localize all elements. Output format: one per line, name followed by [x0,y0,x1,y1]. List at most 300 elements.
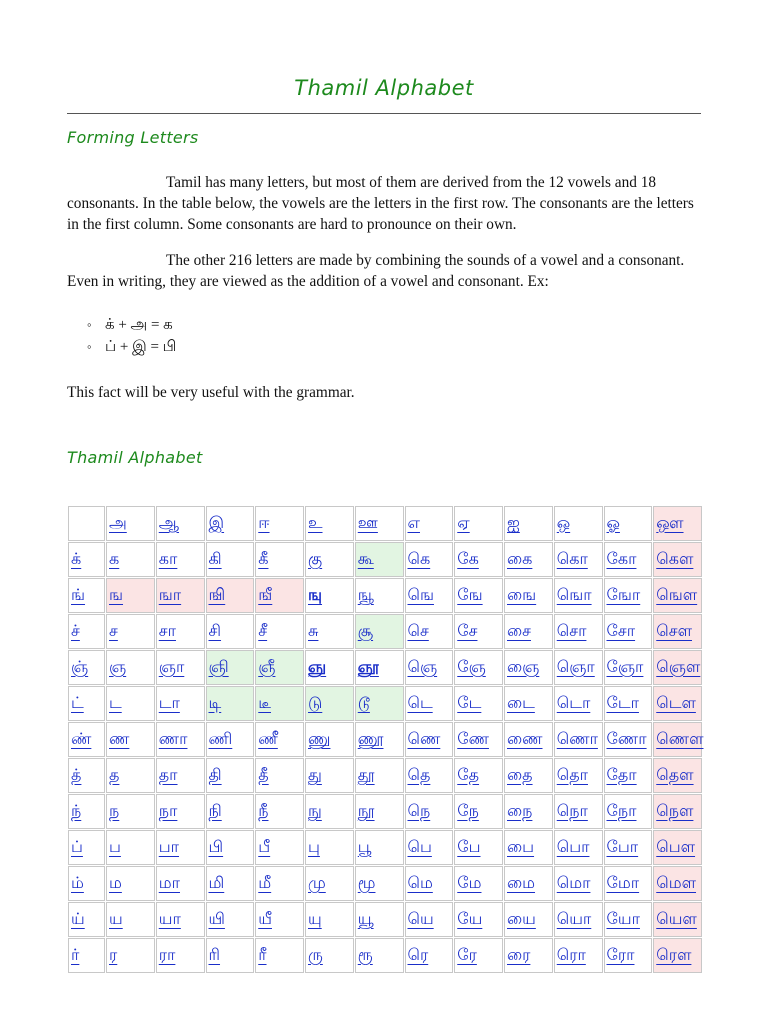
letter-link[interactable]: தௌ [656,765,694,784]
letter-link[interactable]: சோ [606,621,636,640]
alphabet-table-container [67,505,704,964]
letter-link[interactable]: ரு [308,945,323,964]
letter-link[interactable]: ஞே [457,657,486,676]
letter-link[interactable]: மை [507,873,536,892]
letter-link[interactable]: இ [208,513,225,532]
letter-cell [106,758,155,793]
letter-link[interactable]: ர் [71,945,80,964]
letter-link[interactable]: யே [457,909,483,928]
letter-link[interactable]: சே [457,621,478,640]
letter-link[interactable]: ஐ [507,513,520,532]
letter-cell [68,722,105,757]
letter-cell [554,830,603,865]
letter-link[interactable]: தா [158,765,178,784]
letter-cell [554,722,603,757]
letter-link[interactable]: மு [308,873,326,892]
letter-link[interactable]: யு [308,909,322,928]
letter-link[interactable]: மொ [556,873,591,892]
letter-link[interactable]: ரீ [258,945,267,964]
letter-cell [68,650,105,685]
letter-link[interactable]: பெ [407,837,432,856]
letter-link[interactable]: ஙை [507,585,537,604]
letter-link[interactable]: ணௌ [656,729,704,748]
letter-link[interactable]: ரா [158,945,176,964]
letter-link[interactable]: தி [208,765,222,784]
letter-link[interactable]: ச [109,621,118,640]
letter-link[interactable]: ரொ [556,945,586,964]
letter-cell [454,542,503,577]
vowel-header-cell [653,506,702,541]
letter-cell [355,578,404,613]
letter-link[interactable]: ணோ [606,729,647,748]
letter-cell [255,938,304,973]
letter-link[interactable]: மா [158,873,180,892]
letter-cell [156,830,205,865]
letter-link[interactable]: டெ [407,693,433,712]
consonant-row [68,614,702,649]
letter-link[interactable]: ப் [71,837,83,856]
letter-link[interactable]: நூ [357,801,375,820]
letter-cell [554,794,603,829]
letter-cell [156,902,205,937]
letter-link[interactable]: கி [208,549,222,568]
letter-cell [504,758,553,793]
letter-link[interactable]: சி [208,621,222,640]
letter-cell [604,686,653,721]
letter-link[interactable]: நொ [556,801,588,820]
letter-link[interactable]: யா [158,909,181,928]
letter-cell [305,542,354,577]
letter-cell [653,758,702,793]
letter-link[interactable]: நே [457,801,479,820]
consonant-row [68,902,702,937]
vowel-header-cell [604,506,653,541]
letter-cell [355,758,404,793]
alphabet-table [67,505,703,974]
vowel-header-row [68,506,702,541]
letter-link[interactable]: ணா [158,729,188,748]
letter-link[interactable]: சீ [258,621,268,640]
letter-link[interactable]: டொ [556,693,591,712]
letter-link[interactable]: ம் [71,873,84,892]
letter-link[interactable]: ணே [457,729,489,748]
letter-link[interactable]: ஞ [109,657,127,676]
letter-link[interactable]: டு [308,693,323,712]
letter-cell [405,614,454,649]
letter-cell [355,794,404,829]
vowel-header-cell [206,506,255,541]
letter-cell [504,830,553,865]
letter-link[interactable]: க [109,549,120,568]
section-title-alphabet: Thamil Alphabet [67,448,203,467]
letter-cell [653,614,702,649]
letter-link[interactable]: ணீ [258,729,278,748]
letter-cell [355,614,404,649]
letter-link[interactable]: பூ [357,837,372,856]
letter-link[interactable]: உ [308,513,323,532]
letter-link[interactable]: மெ [407,873,433,892]
letter-cell [405,902,454,937]
combining-paragraph: The other 216 letters are made by combining the sounds of a vowel and a consonant. Even in writing, they are viewed as the addition of a vowel and consonant. Ex: [67,252,685,290]
letter-cell [255,866,304,901]
letter-cell [206,830,255,865]
letter-link[interactable]: ஞெ [407,657,438,676]
letter-cell [106,542,155,577]
letter-cell [68,578,105,613]
letter-link[interactable]: பே [457,837,481,856]
letter-cell [604,902,653,937]
letter-link[interactable]: நி [208,801,222,820]
letter-cell [454,722,503,757]
letter-link[interactable]: ஏ [457,513,470,532]
letter-cell [405,830,454,865]
letter-cell [106,686,155,721]
letter-link[interactable]: ணெ [407,729,441,748]
letter-cell [604,758,653,793]
letter-link[interactable]: ரூ [357,945,373,964]
letter-cell [454,650,503,685]
letter-cell [206,866,255,901]
letter-link[interactable]: டீ [258,693,271,712]
letter-cell [355,866,404,901]
letter-cell [604,614,653,649]
letter-link[interactable]: நு [308,801,322,820]
letter-cell [206,902,255,937]
letter-link[interactable]: ச் [71,621,80,640]
letter-link[interactable]: மூ [357,873,376,892]
consonant-row [68,794,702,829]
letter-link[interactable]: ட் [71,693,84,712]
letter-link[interactable]: ய [109,909,123,928]
letter-link[interactable]: போ [606,837,639,856]
letter-cell [653,794,702,829]
letter-link[interactable]: பொ [556,837,590,856]
letter-link[interactable]: ஞு [308,657,327,676]
letter-cell [454,902,503,937]
vowel-header-cell [156,506,205,541]
letter-link[interactable]: ய் [71,909,85,928]
letter-link[interactable]: ரே [457,945,477,964]
letter-link[interactable]: ஞூ [357,657,379,676]
letter-cell [454,686,503,721]
letter-cell [68,542,105,577]
letter-link[interactable]: ஈ [258,513,270,532]
letter-link[interactable]: ணு [308,729,331,748]
letter-link[interactable]: யீ [258,909,272,928]
letter-link[interactable]: ஙெ [407,585,434,604]
letter-cell [454,794,503,829]
letter-link[interactable]: ஊ [357,513,378,532]
letter-link[interactable]: ந [109,801,120,820]
letter-link[interactable]: சா [158,621,176,640]
letter-cell [106,614,155,649]
letter-cell [604,578,653,613]
letter-link[interactable]: மீ [258,873,272,892]
letter-link[interactable]: யூ [357,909,374,928]
letter-link[interactable]: யெ [407,909,434,928]
letter-link[interactable]: ண் [71,729,92,748]
letter-link[interactable]: ஞோ [606,657,644,676]
letter-link[interactable]: ஙே [457,585,483,604]
letter-cell [355,650,404,685]
letter-link[interactable]: தோ [606,765,637,784]
letter-cell [68,614,105,649]
letter-link[interactable]: சொ [556,621,587,640]
letter-link[interactable]: நை [507,801,533,820]
letter-link[interactable]: டே [457,693,482,712]
letter-cell [405,758,454,793]
letter-link[interactable]: தீ [258,765,269,784]
letter-cell [604,794,653,829]
letter-link[interactable]: ரோ [606,945,635,964]
letter-link[interactable]: ஙௌ [656,585,698,604]
section-title-forming-letters: Forming Letters [67,128,199,147]
letter-cell [504,722,553,757]
letter-cell [255,722,304,757]
letter-link[interactable]: யொ [556,909,592,928]
letter-link[interactable]: ஙு [308,585,323,604]
letter-cell [106,938,155,973]
letter-cell [504,686,553,721]
letter-cell [454,758,503,793]
letter-cell [156,614,205,649]
letter-link[interactable]: டி [208,693,222,712]
example-item: ◦ ப் + இ = பி [87,336,176,358]
letter-cell [206,578,255,613]
letter-link[interactable]: கே [457,549,479,568]
letter-cell [355,938,404,973]
letter-link[interactable]: நெ [407,801,431,820]
letter-link[interactable]: பௌ [656,837,696,856]
letter-link[interactable]: சு [308,621,319,640]
letter-cell [355,902,404,937]
letter-link[interactable]: பு [308,837,320,856]
letter-link[interactable]: மௌ [656,873,697,892]
letter-cell [504,614,553,649]
letter-link[interactable]: ந் [71,801,82,820]
letter-cell [305,794,354,829]
letter-cell [355,830,404,865]
letter-link[interactable]: ஙோ [606,585,641,604]
letter-link[interactable]: சௌ [656,621,692,640]
letter-link[interactable]: யை [507,909,536,928]
letter-link[interactable]: யௌ [656,909,697,928]
letter-cell [604,830,653,865]
letter-cell [405,938,454,973]
letter-cell [405,650,454,685]
letter-cell [255,650,304,685]
letter-link[interactable]: ஞை [507,657,540,676]
letter-link[interactable]: நௌ [656,801,694,820]
letter-cell [305,650,354,685]
letter-cell [156,758,205,793]
letter-link[interactable]: ஞௌ [656,657,701,676]
letter-cell [504,938,553,973]
letter-link[interactable]: தெ [407,765,431,784]
letter-link[interactable]: ஆ [158,513,179,532]
letter-link[interactable]: யோ [606,909,640,928]
letter-link[interactable]: ங [109,585,124,604]
letter-link[interactable]: எ [407,513,420,532]
letter-link[interactable]: ரௌ [656,945,692,964]
letter-link[interactable]: அ [109,513,127,532]
consonant-row [68,578,702,613]
letter-link[interactable]: பீ [258,837,271,856]
consonant-row [68,542,702,577]
letter-link[interactable]: ணொ [556,729,598,748]
letter-link[interactable]: டை [507,693,535,712]
letter-cell [305,902,354,937]
letter-link[interactable]: து [308,765,322,784]
title-divider [67,113,701,114]
letter-cell [68,938,105,973]
letter-link[interactable]: தே [457,765,480,784]
letter-cell [206,758,255,793]
letter-cell [255,578,304,613]
letter-cell [255,686,304,721]
letter-cell [355,722,404,757]
letter-cell [653,578,702,613]
letter-cell [355,686,404,721]
letter-link[interactable]: ரெ [407,945,429,964]
letter-link[interactable]: யி [208,909,225,928]
letter-cell [653,650,702,685]
letter-link[interactable]: ட [109,693,122,712]
consonant-row [68,758,702,793]
letter-link[interactable]: நோ [606,801,637,820]
letter-cell [504,902,553,937]
intro-paragraph: Tamil has many letters, but most of them are derived from the 12 vowels and 18 consonants. In the table below, the vowels are the letters in the first row. The consonants are the letters in the first column. Some consonants are hard to pronounce on their own. [67,174,694,233]
letter-cell [405,722,454,757]
letter-link[interactable]: த [109,765,120,784]
letter-cell [255,830,304,865]
letter-cell [405,542,454,577]
letter-link[interactable]: ஙூ [357,585,374,604]
letter-cell [305,938,354,973]
letter-cell [504,542,553,577]
letter-cell [305,686,354,721]
letter-link[interactable]: ஙொ [556,585,592,604]
letter-link[interactable]: டா [158,693,180,712]
letter-link[interactable]: ணூ [357,729,384,748]
letter-cell [255,542,304,577]
letter-link[interactable]: ண [109,729,130,748]
letter-link[interactable]: கோ [606,549,637,568]
letter-cell [504,650,553,685]
letter-link[interactable]: ஙா [158,585,182,604]
letter-link[interactable]: ர [109,945,118,964]
letter-link[interactable]: நா [158,801,178,820]
letter-link[interactable]: டூ [357,693,370,712]
letter-cell [653,542,702,577]
letter-link[interactable]: பா [158,837,180,856]
letter-link[interactable]: ரை [507,945,531,964]
letter-link[interactable]: ப [109,837,121,856]
vowel-header-cell [504,506,553,541]
letter-cell [454,614,503,649]
letter-link[interactable]: க் [71,549,82,568]
letter-cell [106,830,155,865]
vowel-header-cell [68,506,105,541]
letter-link[interactable]: த் [71,765,82,784]
letter-link[interactable]: ஓ [606,513,620,532]
letter-link[interactable]: தை [507,765,533,784]
letter-link[interactable]: ஔ [656,513,684,532]
letter-link[interactable]: டோ [606,693,639,712]
letter-cell [206,794,255,829]
letter-link[interactable]: மி [208,873,225,892]
letter-link[interactable]: கொ [556,549,588,568]
letter-cell [156,938,205,973]
letter-cell [554,902,603,937]
consonant-row [68,650,702,685]
letter-link[interactable]: ஞா [158,657,185,676]
letter-link[interactable]: சை [507,621,531,640]
letter-link[interactable]: ஙீ [258,585,273,604]
letter-link[interactable]: மோ [606,873,640,892]
letter-cell [156,866,205,901]
letter-link[interactable]: ஙி [208,585,226,604]
letter-link[interactable]: மே [457,873,482,892]
letter-link[interactable]: கீ [258,549,269,568]
letter-link[interactable]: தூ [357,765,375,784]
letter-cell [653,866,702,901]
letter-cell [504,578,553,613]
letter-link[interactable]: கா [158,549,178,568]
letter-cell [653,722,702,757]
letter-link[interactable]: நீ [258,801,269,820]
letter-link[interactable]: ணி [208,729,233,748]
letter-link[interactable]: பி [208,837,224,856]
letter-link[interactable]: ங் [71,585,86,604]
letter-link[interactable]: கௌ [656,549,694,568]
letter-link[interactable]: ரி [208,945,221,964]
letter-link[interactable]: கெ [407,549,431,568]
letter-cell [504,866,553,901]
letter-link[interactable]: டௌ [656,693,696,712]
letter-cell [604,722,653,757]
letter-cell [156,542,205,577]
letter-link[interactable]: ஞி [208,657,229,676]
letter-link[interactable]: செ [407,621,429,640]
letter-link[interactable]: கூ [357,549,374,568]
letter-cell [653,830,702,865]
letter-cell [653,686,702,721]
letter-cell [106,578,155,613]
letter-cell [106,902,155,937]
letter-link[interactable]: பை [507,837,535,856]
letter-cell [68,794,105,829]
letter-cell [405,794,454,829]
letter-link[interactable]: கு [308,549,323,568]
letter-link[interactable]: ம [109,873,122,892]
letter-cell [156,650,205,685]
letter-link[interactable]: ணை [507,729,543,748]
letter-link[interactable]: ஞ் [71,657,89,676]
consonant-row [68,722,702,757]
letter-link[interactable]: ஒ [556,513,571,532]
letter-cell [106,794,155,829]
letter-link[interactable]: கை [507,549,533,568]
letter-link[interactable]: தொ [556,765,588,784]
letter-link[interactable]: ஞொ [556,657,595,676]
letter-link[interactable]: சூ [357,621,374,640]
letter-cell [106,722,155,757]
letter-cell [305,614,354,649]
letter-cell [454,938,503,973]
letter-cell [405,578,454,613]
letter-link[interactable]: ஞீ [258,657,276,676]
